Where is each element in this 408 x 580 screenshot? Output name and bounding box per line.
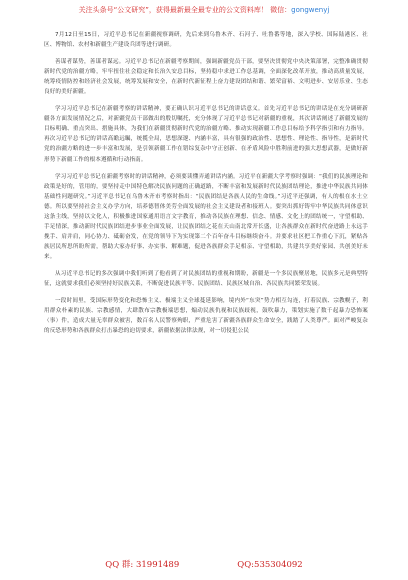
- paragraph-4: 学习习近平总书记在新疆考察时的讲话精神，必须要读懂弄通讲话内涵。习近平在新疆大学考察时强调：“我们的民族理论和政策是好的，管用的，要坚持走中国特色解决民族问题的正确道路，不断丰富和发展新时代民族团结理论，推进中华民族共同体基础性问题研究。”习近平总书记在乌鲁木齐市考察时指出：“民族团结是各族人民的生命线。”习近平还强调，有人的根在水土立德。所以要坚持社会主义办学方向，培养德智体美劳全面发展的社会主义建设者和接班人。要突出抓好铸牢中华民族共同体意识这条主线，坚持以文化人，积极推进国家通用语言文字教育，推动各民族在理想、信念、情感、文化上的团结统一，守望相助、手足情深，推动新时代民族团结进步事业全面发展，让民族团结之花在天山南北常开长盛，让各族群众在新时代奋进路上永远手挽手、肩并肩，同心协力、砥砺奋发，在党的领导下为实现第二个百年奋斗目标继续奋斗。并要求社区把工作重心下沉，紧贴各族居民所思所盼所需，帮助大家办好事、办实事、解难题，促进各族群众手足相亲、守望相助，共建共享美好家园、共创美好未来。: [44, 173, 368, 260]
- banner-text: 关注头条号“公文研究”，获得最新最全最专业的公文资料库！ 微信：: [78, 6, 292, 14]
- footer-contacts: [0, 560, 408, 571]
- qq-contact-number: QQ:535304092: [237, 560, 303, 570]
- paragraph-2: 善谋者谋势，善谋者谋远。习近平总书记在新疆考察期间，强调新疆党员干部，要坚决贯彻党中央决策部署，完整准确贯彻新时代党的治疆方略，牢牢扭住社会稳定和长治久安总目标，坚持稳中求进工作总基调，全面深化改革开放，推动高质量发展，统筹疫情防控和经济社会发展，统筹发展和安全，在新时代新征程上奋力建设团结和谐、繁荣富裕、文明进步、安居乐业、生态良好的美好新疆。: [44, 59, 368, 96]
- top-banner: [0, 6, 408, 15]
- wechat-account: gongwenyj: [291, 6, 330, 14]
- paragraph-3: 学习习近平总书记在新疆考察的讲话精神，要正确认识习近平总书记的讲话意义。首先习近平总书记的讲话是在充分调研新疆各方面发展情况之后，对新疆党员干部做出的殷切嘱托，充分体现了习近平总书记对新疆的重视，其次讲话阐述了新疆发展的目标明确、重点突出、措施具体，为我们在新疆贯彻新时代党的治疆方略、推动实现新疆工作总目标给予科学指引和有力指导。再次习近平总书记的讲话高瞻远瞩，统揽全局，思想深邃、内涵丰富，具有很强的政治性、思想性、理论性、指导性，是新时代党的治疆方略的进一步丰富和发展，是引领新疆工作在错综复杂中守正创新、在矛盾风险中胜利前进的强大思想武器，是做好新形势下新疆工作的根本遵循和行动指南。: [44, 106, 368, 163]
- paragraph-1: 7月12日至15日，习近平总书记在新疆视察调研，先后来到乌鲁木齐、石河子、吐鲁番等地，深入学校、国际陆港区、社区、博物馆、农村和新疆生产建设兵团等进行调研。: [44, 32, 368, 49]
- qq-group-number: QQ 群: 31991489: [105, 560, 180, 570]
- paragraph-6: 一段时间里，受国际形势变化和恐怖主义、极端主义全球蔓延影响，境内外“东突”势力相互勾连，打着民族、宗教幌子，利用群众朴素的民族、宗教感情，大肆散布宗教极端思想，煽动民族仇视和民族歧视，鼓吹暴力，策划实施了数千起暴力恐怖案（事）件，造成大量无辜群众被害，数百名人民警察殉职，严重危害了新疆各族群众生命安全，践踏了人类尊严。面对严峻复杂的反恐形势和各族群众打击暴恐的迫切要求，新疆依据法律法规，对一切侵犯公民: [44, 298, 368, 335]
- paragraph-5: 从习近平总书记的多次强调中我们听到了他看到了对民族团结的重视和期盼，新疆是一个多民族聚居地，民族多元是典型特征，这就要求我们必须坚持好民族关系，不断促进民族平等、民族团结、民族区域自治、各民族共同繁荣发展。: [44, 270, 368, 288]
- document-body: [44, 30, 368, 343]
